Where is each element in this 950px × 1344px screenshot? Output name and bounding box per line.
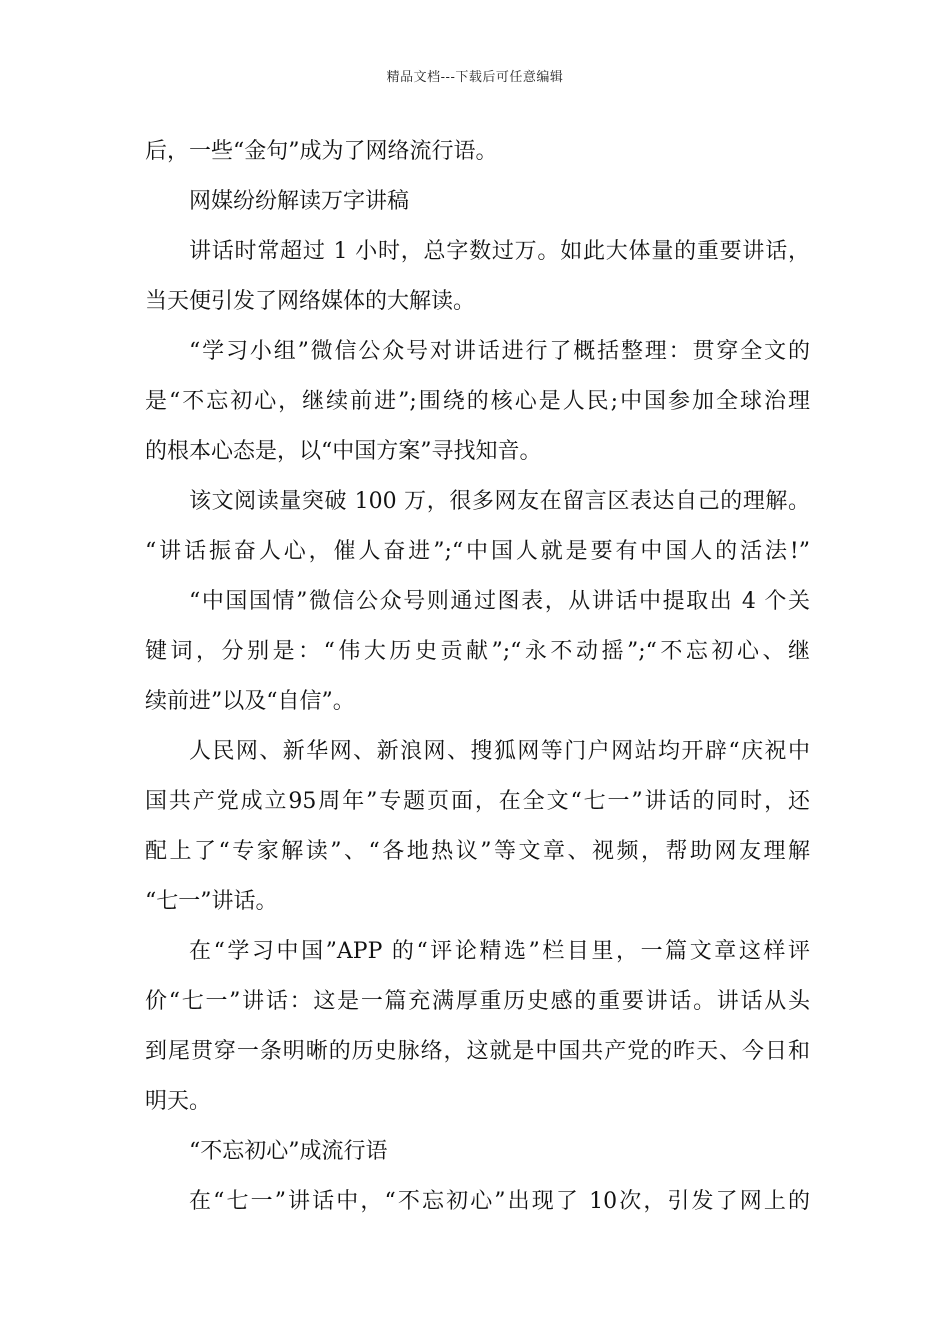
text-line: 人民网、新华网、新浪网、搜狐网等门户网站均开辟“庆祝中 <box>189 739 810 764</box>
text-line: “中国国情”微信公众号则通过图表，从讲话中提取出 4 个关 <box>189 589 810 614</box>
section-heading: “不忘初心”成流行语 <box>189 1139 388 1164</box>
text-line: 的根本心态是，以“中国方案”寻找知音。 <box>145 439 542 464</box>
text-line: 该文阅读量突破 100 万，很多网友在留言区表达自己的理解。 <box>189 489 810 514</box>
text-line: 国共产党成立95周年”专题页面，在全文“七一”讲话的同时，还 <box>145 789 810 814</box>
text-line: 明天。 <box>145 1089 212 1114</box>
section-heading: 网媒纷纷解读万字讲稿 <box>189 189 410 214</box>
text-line: 到尾贯穿一条明晰的历史脉络，这就是中国共产党的昨天、今日和 <box>145 1039 810 1064</box>
page-header: 精品文档---下载后可任意编辑 <box>386 70 564 85</box>
text-line: 续前进”以及“自信”。 <box>145 689 355 714</box>
text-line: 后，一些“金句”成为了网络流行语。 <box>145 139 498 164</box>
text-line: 讲话时常超过 1 小时，总字数过万。如此大体量的重要讲话， <box>189 239 810 264</box>
text-line: 价“七一”讲话：这是一篇充满厚重历史感的重要讲话。讲话从头 <box>145 989 810 1014</box>
text-line: 是“不忘初心，继续前进”;围绕的核心是人民;中国参加全球治理 <box>145 389 810 414</box>
document-body <box>145 127 810 1227</box>
text-line: 键词，分别是：“伟大历史贡献”;“永不动摇”;“不忘初心、继 <box>145 639 810 664</box>
text-line: “七一”讲话。 <box>145 889 278 914</box>
text-line: 在“七一”讲话中，“不忘初心”出现了 10次，引发了网上的 <box>189 1189 810 1214</box>
text-line: “学习小组”微信公众号对讲话进行了概括整理：贯穿全文的 <box>189 339 810 364</box>
text-line: 当天便引发了网络媒体的大解读。 <box>145 289 476 314</box>
text-line: “讲话振奋人心，催人奋进”;“中国人就是要有中国人的活法!” <box>145 539 810 564</box>
text-line: 在“学习中国”APP 的“评论精选”栏目里，一篇文章这样评 <box>189 939 810 964</box>
text-line: 配上了“专家解读”、“各地热议”等文章、视频，帮助网友理解 <box>145 839 810 864</box>
